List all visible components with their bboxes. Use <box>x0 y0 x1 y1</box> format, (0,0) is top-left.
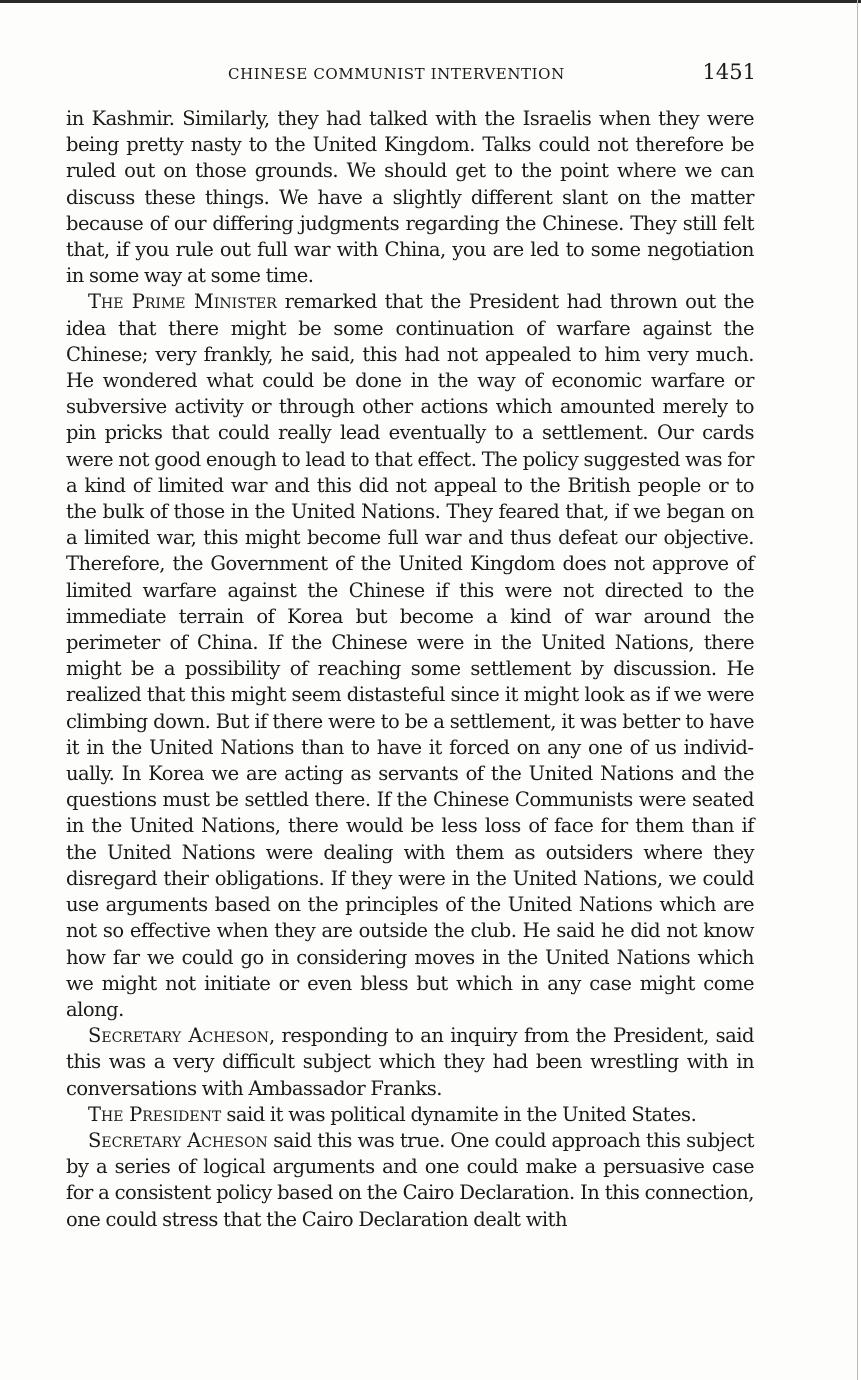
speaker-name: The Prime Minister <box>88 290 277 314</box>
running-title: CHINESE COMMUNIST INTERVENTION <box>228 65 565 83</box>
speaker-name: The President <box>88 1102 222 1126</box>
scan-right-edge <box>857 0 858 1380</box>
paragraph-text: , responding to an inquiry from the President, said this was a very difficult subject which they had been wrestling with in conversations with Ambassador Franks. <box>66 1024 754 1100</box>
paragraph-secretary-acheson-2 <box>66 1128 754 1233</box>
paragraph-text: remarked that the President had thrown out the idea that there might be some continuation of warfare against the Chinese; very frankly, he said, this had not appealed to him very much. He wondered what could be done in the way of economic warfare or subversive activity or through other actions which amounted merely to pin pricks that could really lead eventually to a settlement. Our cards were not good enough to lead to that effect. The policy suggested was for a kind of limited war and this did not appeal to the British people or to the bulk of those in the United Nations. They feared that, if we began on a limited war, this might become full war and thus defeat our objective. Therefore, the Government of the United Kingdom does not approve of limited warfare against the Chinese if this were not directed to the immediate terrain of Korea but become a kind of war around the perimeter of China. If the Chinese were in the United Nations, there might be a possibility of reaching some settlement by discussion. He realized that this might seem distasteful since it might look as if we were climbing down. But if there were to be a settlement, it was better to have it in the United Nations than to have it forced on any one of us individually. In Korea we are acting as servants of the United Nations and the questions must be settled there. If the Chinese Communists were seated in the United Nations, there would be less loss of face for them than if the United Nations were dealing with them as outsiders where they disregard their obligations. If they were in the United Nations, we could use arguments based on the principles of the United Nations which are not so effective when they are outside the club. He said he did not know how far we could go in considering moves in the United Nations which we might not initiate or even bless but which in any case might come along. <box>66 290 755 1021</box>
paragraph-secretary-acheson-1 <box>66 1023 754 1102</box>
paragraph-continued <box>66 106 754 289</box>
paragraph-prime-minister <box>66 289 754 1023</box>
paragraph-text: said this was true. One could approach this subject by a series of logical arguments and one could make a persuasive case for a consistent policy based on the Cairo Declaration. In this connection, one could stress that the Cairo Declaration dealt with <box>66 1128 755 1231</box>
paragraph-text: said it was political dynamite in the United States. <box>221 1102 697 1126</box>
page-header <box>228 62 756 88</box>
speaker-name: Secretary Acheson <box>88 1024 269 1048</box>
paragraph-text: in Kashmir. Similarly, they had talked with the Israelis when they were being pretty nasty to the United Kingdom. Talks could not therefore be ruled out on those grounds. We should get to the point where we can discuss these things. We have a slightly different slant on the matter because of our differing judgments regarding the Chinese. They still felt that, if you rule out full war with China, you are led to some negotiation in some way at some time. <box>66 107 754 288</box>
speaker-name: Secretary Acheson <box>88 1128 268 1152</box>
scan-top-edge <box>0 0 861 3</box>
paragraph-president <box>66 1102 754 1128</box>
body-text <box>66 106 754 1233</box>
page-number: 1451 <box>702 60 756 84</box>
